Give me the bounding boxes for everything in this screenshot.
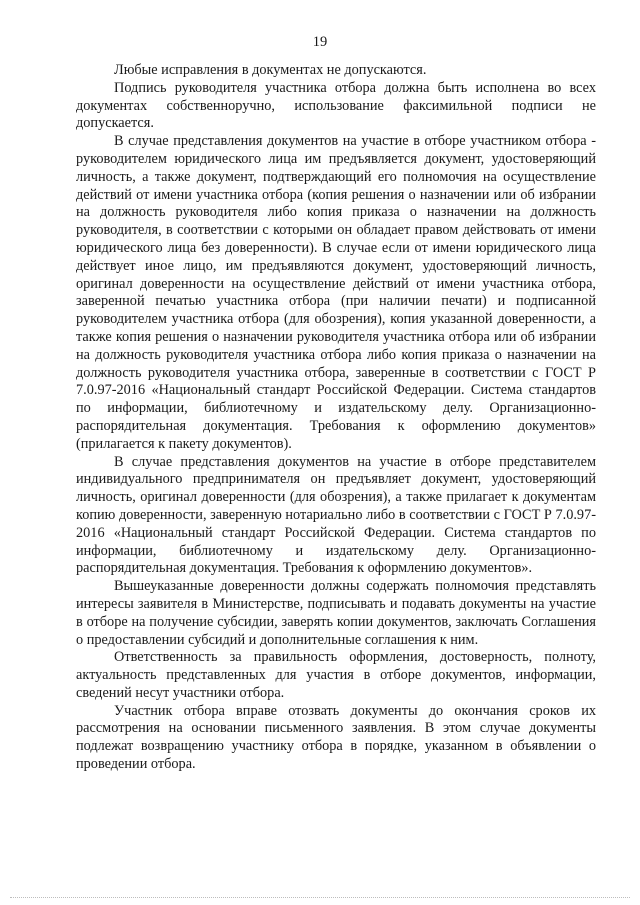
paragraph-withdrawal-of-documents: Участник отбора вправе отозвать документы до окончания сроков их рассмотрения на основании письменного заявления. В этом случае документы подлежат возвращению участнику отбора в порядке, указанном в объявлении о проведении отбора. <box>76 702 596 773</box>
footer-divider <box>10 897 630 898</box>
paragraph-signature-requirements: Подпись руководителя участника отбора должна быть исполнена во всех документах собственноручно, использование факсимильной подписи не допускается. <box>76 79 596 132</box>
paragraph-corrections-not-allowed: Любые исправления в документах не допускаются. <box>114 62 427 78</box>
paragraph-power-of-attorney-contents: Вышеуказанные доверенности должны содержать полномочия представлять интересы заявителя в Министерстве, подписывать и подавать документы на участие в отборе на получение субсидии, заверять копии документов, заключать Соглашения о предоставлении субсидий и дополнительные соглашения к ним. <box>76 578 596 648</box>
page-number: 19 <box>312 34 328 50</box>
paragraph-legal-entity-documents: В случае представления документов на участие в отборе участником отбора - руководителем юридического лица им предъявляется документ, удостоверяющий личность, а также документ, подтверждающий его полномочия на осуществление действий от имени участника отбора (копия решения о назначении или об избрании на должность руководителя либо копия приказа о назначении на должность руководителя, в соответствии с которыми он обладает правом действовать от имени юридического лица без доверенности). В случае если от имени юридического лица действует иное лицо, им предъявляются документ, удостоверяющий личность, оригинал доверенности на осуществление действий от имени участника отбора, заверенной печатью участника отбора (при наличии печати) и подписанной руководителем участника отбора (для обозрения), копия указанной доверенности, а также копия решения о назначении руководителя участника отбора или об избрании на должность руководителя участника отбора либо копия приказа о назначении на должность руководителя участника отбора, заверенные в соответствии с ГОСТ Р 7.0.97-2016 «Национальный стандарт Российской Федерации. Система стандартов по информации, библиотечному и издательскому делу. Организационно-распорядительная документация. Требования к оформлению документов» (прилагается к пакету документов). <box>76 133 596 452</box>
document-body <box>76 62 596 774</box>
paragraph-responsibility: Ответственность за правильность оформления, достоверность, полноту, актуальность представленных для участия в отборе документов, информации, сведений несут участники отбора. <box>76 649 596 701</box>
paragraph-entrepreneur-representative: В случае представления документов на участие в отборе представителем индивидуального предпринимателя он предъявляет документ, удостоверяющий личность, оригинал доверенности (для обозрения), а также прилагает к документам копию доверенности, заверенную нотариально либо в соответствии с ГОСТ Р 7.0.97-2016 «Национальный стандарт Российской Федерации. Система стандартов по информации, библиотечному и издательскому делу. Организационно-распорядительная документация. Требования к оформлению документов». <box>76 453 596 577</box>
